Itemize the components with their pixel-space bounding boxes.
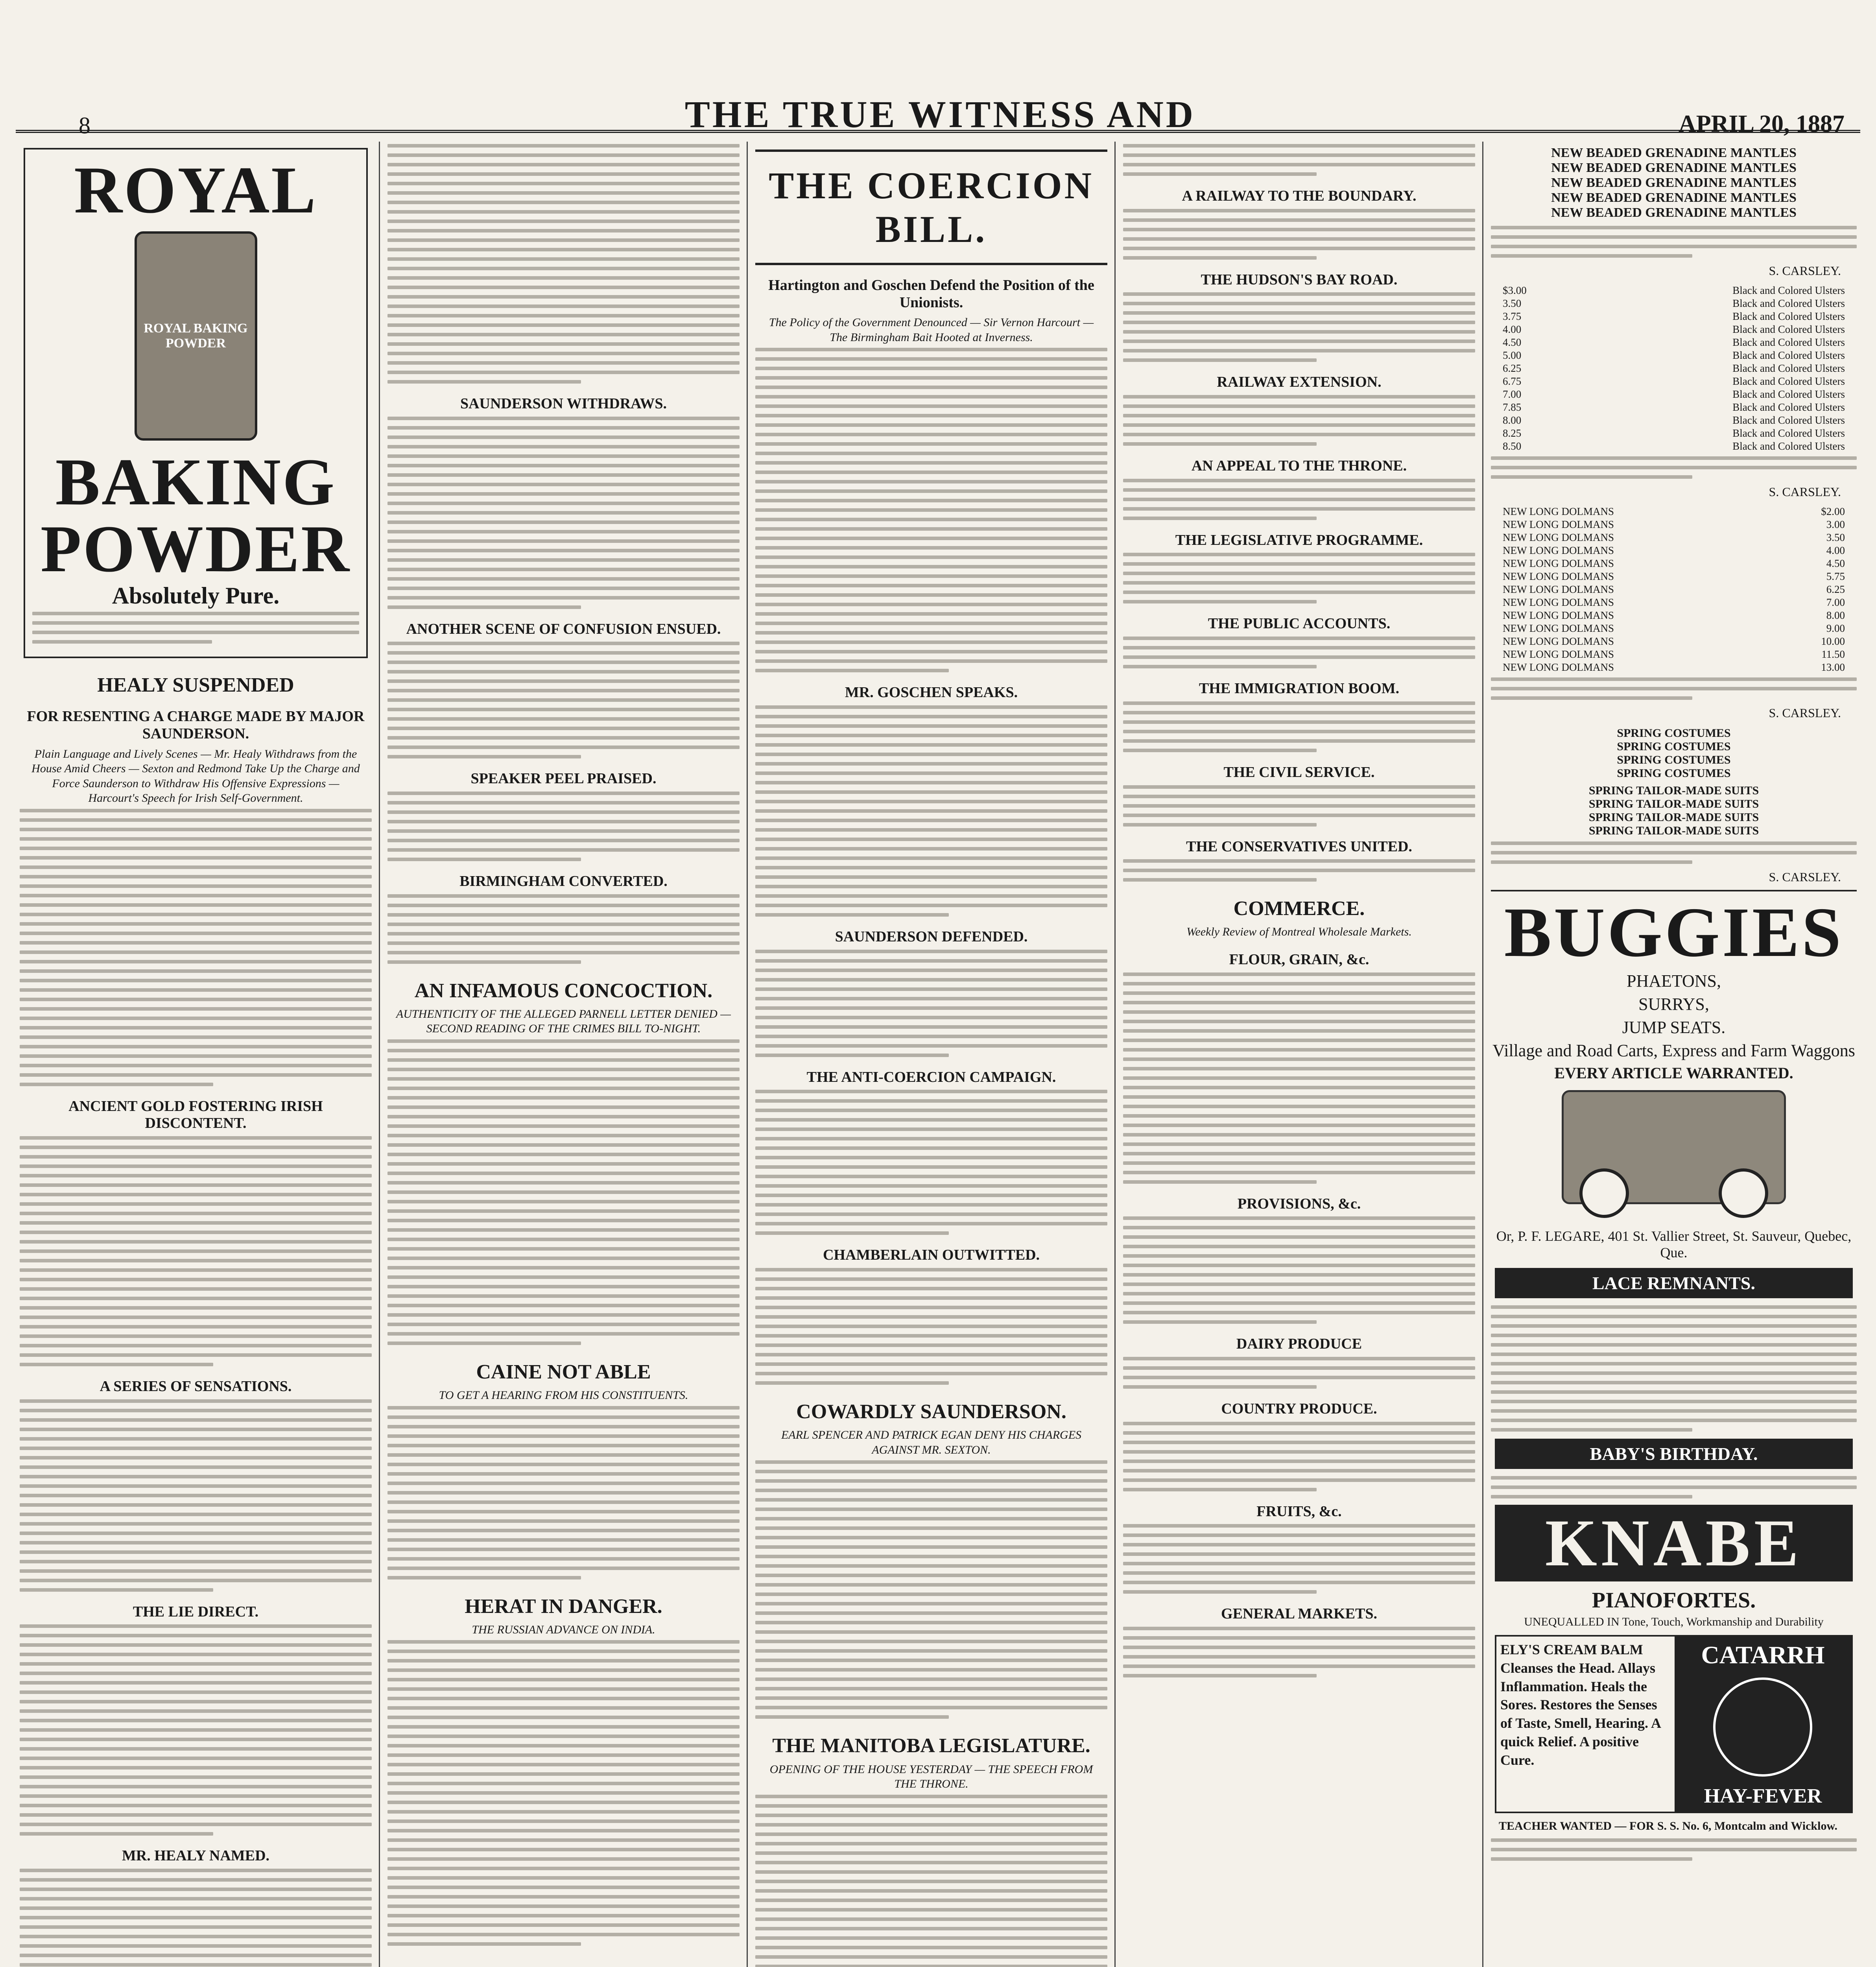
article-body bbox=[1123, 1627, 1475, 1677]
ad-royal-tagline: Absolutely Pure. bbox=[112, 583, 280, 609]
section-heading: MR. HEALY NAMED. bbox=[122, 1847, 270, 1864]
headline-herat-in-danger: HERAT IN DANGER. bbox=[465, 1595, 662, 1618]
price-row: 7.00 Black and Colored Ulsters bbox=[1503, 388, 1845, 400]
article-summary: TO GET A HEARING FROM HIS CONSTITUENTS. bbox=[439, 1389, 688, 1402]
article-body bbox=[755, 1268, 1107, 1385]
section-heading: THE LIE DIRECT. bbox=[133, 1603, 259, 1620]
article-body bbox=[755, 348, 1107, 672]
article-body bbox=[20, 1869, 372, 1967]
section-heading: THE HUDSON'S BAY ROAD. bbox=[1201, 271, 1398, 288]
price-row: 3.75 Black and Colored Ulsters bbox=[1503, 310, 1845, 322]
signature: S. CARSLEY. bbox=[1769, 706, 1841, 720]
cream-balm-jar-illustration bbox=[1713, 1677, 1812, 1777]
price-row: NEW LONG DOLMANS 8.00 bbox=[1503, 609, 1845, 621]
mantles-heading: NEW BEADED GRENADINE MANTLES bbox=[1551, 146, 1797, 160]
section-heading: FRUITS, &c. bbox=[1256, 1503, 1342, 1520]
column-3 bbox=[755, 142, 1107, 1967]
price-row: NEW LONG DOLMANS 11.50 bbox=[1503, 648, 1845, 660]
dolmans-price-list bbox=[1491, 506, 1857, 720]
price-row: NEW LONG DOLMANS 6.25 bbox=[1503, 583, 1845, 595]
section-heading: BIRMINGHAM CONVERTED. bbox=[459, 873, 668, 890]
article-body bbox=[755, 1795, 1107, 1967]
price-row: 6.75 Black and Colored Ulsters bbox=[1503, 375, 1845, 387]
article-body bbox=[1123, 479, 1475, 520]
ad-royal-baking: BAKING bbox=[55, 445, 336, 519]
pianofortes-heading: PIANOFORTES. bbox=[1592, 1588, 1756, 1613]
article-body bbox=[1123, 637, 1475, 668]
price-row: 4.50 Black and Colored Ulsters bbox=[1503, 336, 1845, 348]
article-summary: AUTHENTICITY OF THE ALLEGED PARNELL LETTER DENIED — SECOND READING OF THE CRIMES BILL TO-NIGHT. bbox=[396, 1007, 731, 1035]
article-body bbox=[755, 1460, 1107, 1719]
article-body bbox=[1123, 1357, 1475, 1389]
article-summary: THE RUSSIAN ADVANCE ON INDIA. bbox=[472, 1623, 655, 1636]
section-heading: CHAMBERLAIN OUTWITTED. bbox=[823, 1247, 1040, 1264]
column-divider bbox=[379, 142, 380, 1967]
article-body bbox=[1123, 292, 1475, 362]
column-divider bbox=[1482, 142, 1483, 1967]
headline-coercion-bill: THE COERCION BILL. bbox=[755, 149, 1107, 265]
article-body bbox=[755, 1090, 1107, 1235]
section-heading: A RAILWAY TO THE BOUNDARY. bbox=[1182, 188, 1417, 204]
price-row: NEW LONG DOLMANS 4.00 bbox=[1503, 544, 1845, 556]
section-heading: A SERIES OF SENSATIONS. bbox=[100, 1378, 292, 1395]
article-summary: EARL SPENCER AND PATRICK EGAN DENY HIS CHARGES AGAINST MR. SEXTON. bbox=[781, 1428, 1082, 1456]
section-heading: THE IMMIGRATION BOOM. bbox=[1199, 680, 1400, 697]
article-body bbox=[755, 950, 1107, 1057]
headline-cowardly-saunderson: COWARDLY SAUNDERSON. bbox=[796, 1401, 1066, 1423]
section-heading: THE CIVIL SERVICE. bbox=[1223, 764, 1375, 781]
price-row: 7.85 Black and Colored Ulsters bbox=[1503, 401, 1845, 413]
section-heading: ANOTHER SCENE OF CONFUSION ENSUED. bbox=[406, 620, 721, 637]
article-body bbox=[387, 894, 740, 964]
article-body bbox=[387, 1640, 740, 1946]
section-heading: THE ANTI-COERCION CAMPAIGN. bbox=[806, 1068, 1056, 1085]
mantles-heading: NEW BEADED GRENADINE MANTLES bbox=[1551, 205, 1797, 220]
masthead-title: THE TRUE WITNESS AND bbox=[684, 93, 1196, 135]
section-heading: ANCIENT GOLD FOSTERING IRISH DISCONTENT. bbox=[68, 1098, 323, 1132]
signature: S. CARSLEY. bbox=[1769, 264, 1841, 278]
mantles-ad bbox=[1491, 146, 1857, 278]
article-body bbox=[1123, 785, 1475, 827]
column-1 bbox=[20, 142, 372, 1967]
buggy-address: Or, P. F. LEGARE, 401 St. Vallier Street, St. Sauveur, Quebec, Que. bbox=[1496, 1228, 1852, 1260]
mantles-heading: NEW BEADED GRENADINE MANTLES bbox=[1551, 161, 1797, 175]
article-body bbox=[1123, 701, 1475, 752]
teacher-ad-body bbox=[1491, 1838, 1857, 1861]
article-body bbox=[1123, 395, 1475, 446]
signature: S. CARSLEY. bbox=[1769, 485, 1841, 499]
section-heading: AN APPEAL TO THE THRONE. bbox=[1191, 458, 1407, 474]
section-heading: MR. GOSCHEN SPEAKS. bbox=[845, 684, 1018, 701]
column-5 bbox=[1491, 142, 1857, 1967]
price-row: 3.50 Black and Colored Ulsters bbox=[1503, 297, 1845, 309]
headline-infamous-concoction: AN INFAMOUS CONCOCTION. bbox=[414, 979, 713, 1002]
section-heading: SAUNDERSON DEFENDED. bbox=[835, 928, 1028, 945]
article-body bbox=[1123, 972, 1475, 1184]
masthead-date: APRIL 20, 1887 bbox=[1679, 111, 1845, 137]
page-number: 8 bbox=[79, 113, 90, 138]
article-body bbox=[20, 1136, 372, 1366]
article-summary: OPENING OF THE HOUSE YESTERDAY — THE SPEECH FROM THE THRONE. bbox=[769, 1762, 1093, 1790]
carriage-illustration bbox=[1562, 1090, 1786, 1204]
section-heading: SPEAKER PEEL PRAISED. bbox=[470, 770, 657, 787]
price-row: 8.25 Black and Colored Ulsters bbox=[1503, 427, 1845, 439]
baby-ad-body bbox=[1491, 1476, 1857, 1498]
article-body bbox=[1123, 1216, 1475, 1324]
costumes-ad: SPRING COSTUMES SPRING COSTUMES SPRING COSTUMES SPRING COSTUMES SPRING TAILOR-MADE SUITS SPRING TAILOR-MADE SUITS SPRING TAILOR-MADE SUITS SPRING TAILOR-MADE SUITS S. CARSLEY. bbox=[1491, 727, 1857, 884]
article-body bbox=[387, 642, 740, 758]
article-body bbox=[20, 1399, 372, 1592]
price-row: NEW LONG DOLMANS 3.50 bbox=[1503, 531, 1845, 543]
ulsters-price-list bbox=[1491, 284, 1857, 499]
section-heading: THE LEGISLATIVE PROGRAMME. bbox=[1175, 531, 1423, 548]
buggy-line: Village and Road Carts, Express and Farm Waggons bbox=[1492, 1041, 1855, 1060]
price-row: 4.00 Black and Colored Ulsters bbox=[1503, 323, 1845, 335]
headline-caine-not-able: CAINE NOT ABLE bbox=[476, 1360, 651, 1383]
price-row: NEW LONG DOLMANS 5.75 bbox=[1503, 570, 1845, 582]
price-row: NEW LONG DOLMANS 3.00 bbox=[1503, 519, 1845, 530]
hay-fever-heading: HAY-FEVER bbox=[1704, 1785, 1822, 1807]
buggy-type: SURRYS, bbox=[1638, 995, 1709, 1014]
signature: S. CARSLEY. bbox=[1769, 870, 1841, 884]
article-body bbox=[1123, 144, 1475, 176]
article-body bbox=[387, 1406, 740, 1580]
price-row: 6.25 Black and Colored Ulsters bbox=[1503, 362, 1845, 374]
buggy-type: JUMP SEATS. bbox=[1622, 1018, 1726, 1037]
article-summary: The Policy of the Government Denounced — Sir Vernon Harcourt — The Birmingham Bait Hooted at Inverness. bbox=[769, 316, 1094, 344]
section-heading: COUNTRY PRODUCE. bbox=[1221, 1400, 1377, 1417]
buggies-ad bbox=[1491, 890, 1857, 1261]
section-heading: THE CONSERVATIVES UNITED. bbox=[1186, 838, 1412, 855]
section-heading: RAILWAY EXTENSION. bbox=[1217, 374, 1382, 391]
column-4 bbox=[1123, 142, 1475, 1967]
knabe-heading: KNABE bbox=[1495, 1505, 1853, 1581]
article-body bbox=[1123, 553, 1475, 603]
article-summary: Weekly Review of Montreal Wholesale Markets. bbox=[1186, 925, 1412, 939]
price-row: NEW LONG DOLMANS $2.00 bbox=[1503, 506, 1845, 517]
headline-healy-suspended: HEALY SUSPENDED bbox=[97, 674, 294, 696]
section-heading: DAIRY PRODUCE bbox=[1236, 1336, 1362, 1353]
price-row: NEW LONG DOLMANS 13.00 bbox=[1503, 661, 1845, 673]
buggies-heading: BUGGIES bbox=[1504, 893, 1844, 971]
catarrh-left-text: ELY'S CREAM BALM Cleanses the Head. Allays Inflammation. Heals the Sores. Restores the Senses of Taste, Smell, Hearing. A quick Relief. A positive Cure. bbox=[1500, 1642, 1661, 1768]
article-body bbox=[387, 792, 740, 861]
section-heading: GENERAL MARKETS. bbox=[1221, 1605, 1377, 1622]
price-row: NEW LONG DOLMANS 7.00 bbox=[1503, 596, 1845, 608]
price-row: 8.00 Black and Colored Ulsters bbox=[1503, 414, 1845, 426]
price-row: 8.50 Black and Colored Ulsters bbox=[1503, 440, 1845, 452]
catarrh-right-panel bbox=[1675, 1637, 1851, 1812]
mantles-heading: NEW BEADED GRENADINE MANTLES bbox=[1551, 190, 1797, 205]
price-row: NEW LONG DOLMANS 9.00 bbox=[1503, 622, 1845, 634]
catarrh-heading: CATARRH bbox=[1701, 1641, 1825, 1669]
ad-body-text bbox=[32, 612, 359, 644]
baking-powder-can-illustration: ROYAL BAKING POWDER bbox=[135, 231, 257, 441]
lace-remnants-heading: LACE REMNANTS. bbox=[1495, 1268, 1853, 1298]
price-row: NEW LONG DOLMANS 10.00 bbox=[1503, 635, 1845, 647]
buggy-warranted: EVERY ARTICLE WARRANTED. bbox=[1554, 1064, 1793, 1082]
masthead bbox=[16, 12, 1860, 138]
royal-baking-powder-ad bbox=[24, 148, 368, 658]
buggy-type: PHAETONS, bbox=[1626, 971, 1721, 991]
article-body bbox=[1123, 209, 1475, 260]
article-body bbox=[387, 417, 740, 609]
ad-royal-title: ROYAL bbox=[74, 153, 317, 227]
headline-manitoba-legislature: THE MANITOBA LEGISLATURE. bbox=[772, 1735, 1090, 1757]
article-body bbox=[387, 144, 740, 384]
babys-birthday-heading: BABY'S BIRTHDAY. bbox=[1495, 1439, 1853, 1469]
article-body bbox=[20, 1624, 372, 1836]
section-heading: SAUNDERSON WITHDRAWS. bbox=[460, 395, 667, 412]
headline-commerce: COMMERCE. bbox=[1233, 897, 1365, 920]
section-heading: FLOUR, GRAIN, &c. bbox=[1229, 951, 1369, 968]
pianofortes-sub: UNEQUALLED IN Tone, Touch, Workmanship and Durability bbox=[1524, 1615, 1824, 1628]
article-body bbox=[755, 705, 1107, 917]
catarrh-ad bbox=[1495, 1635, 1853, 1813]
subheadline: FOR RESENTING A CHARGE MADE BY MAJOR SAUNDERSON. bbox=[27, 708, 365, 742]
article-body bbox=[1123, 1422, 1475, 1491]
article-body bbox=[1123, 859, 1475, 882]
teacher-wanted-ad: TEACHER WANTED — FOR S. S. No. 6, Montcalm and Wicklow. bbox=[1499, 1819, 1837, 1832]
subheadline: Hartington and Goschen Defend the Position of the Unionists. bbox=[768, 277, 1094, 311]
section-heading: PROVISIONS, &c. bbox=[1237, 1195, 1361, 1212]
article-body bbox=[20, 809, 372, 1086]
column-divider bbox=[1114, 142, 1116, 1967]
lace-ad-body bbox=[1491, 1305, 1857, 1432]
column-divider bbox=[747, 142, 748, 1967]
price-row: $3.00 Black and Colored Ulsters bbox=[1503, 284, 1845, 296]
mantles-heading: NEW BEADED GRENADINE MANTLES bbox=[1551, 175, 1797, 190]
article-summary: Plain Language and Lively Scenes — Mr. Healy Withdraws from the House Amid Cheers — Sexton and Redmond Take Up the Charge and Force Saunderson to Withdraw His Offensive Expressions — Harcourt's Speech for Irish Self-Government. bbox=[31, 747, 360, 805]
ad-royal-powder: POWDER bbox=[41, 512, 351, 586]
section-heading: THE PUBLIC ACCOUNTS. bbox=[1208, 615, 1391, 632]
column-2 bbox=[387, 142, 740, 1967]
article-body bbox=[1123, 1524, 1475, 1594]
price-row: 5.00 Black and Colored Ulsters bbox=[1503, 349, 1845, 361]
price-row: NEW LONG DOLMANS 4.50 bbox=[1503, 557, 1845, 569]
article-body bbox=[387, 1039, 740, 1345]
